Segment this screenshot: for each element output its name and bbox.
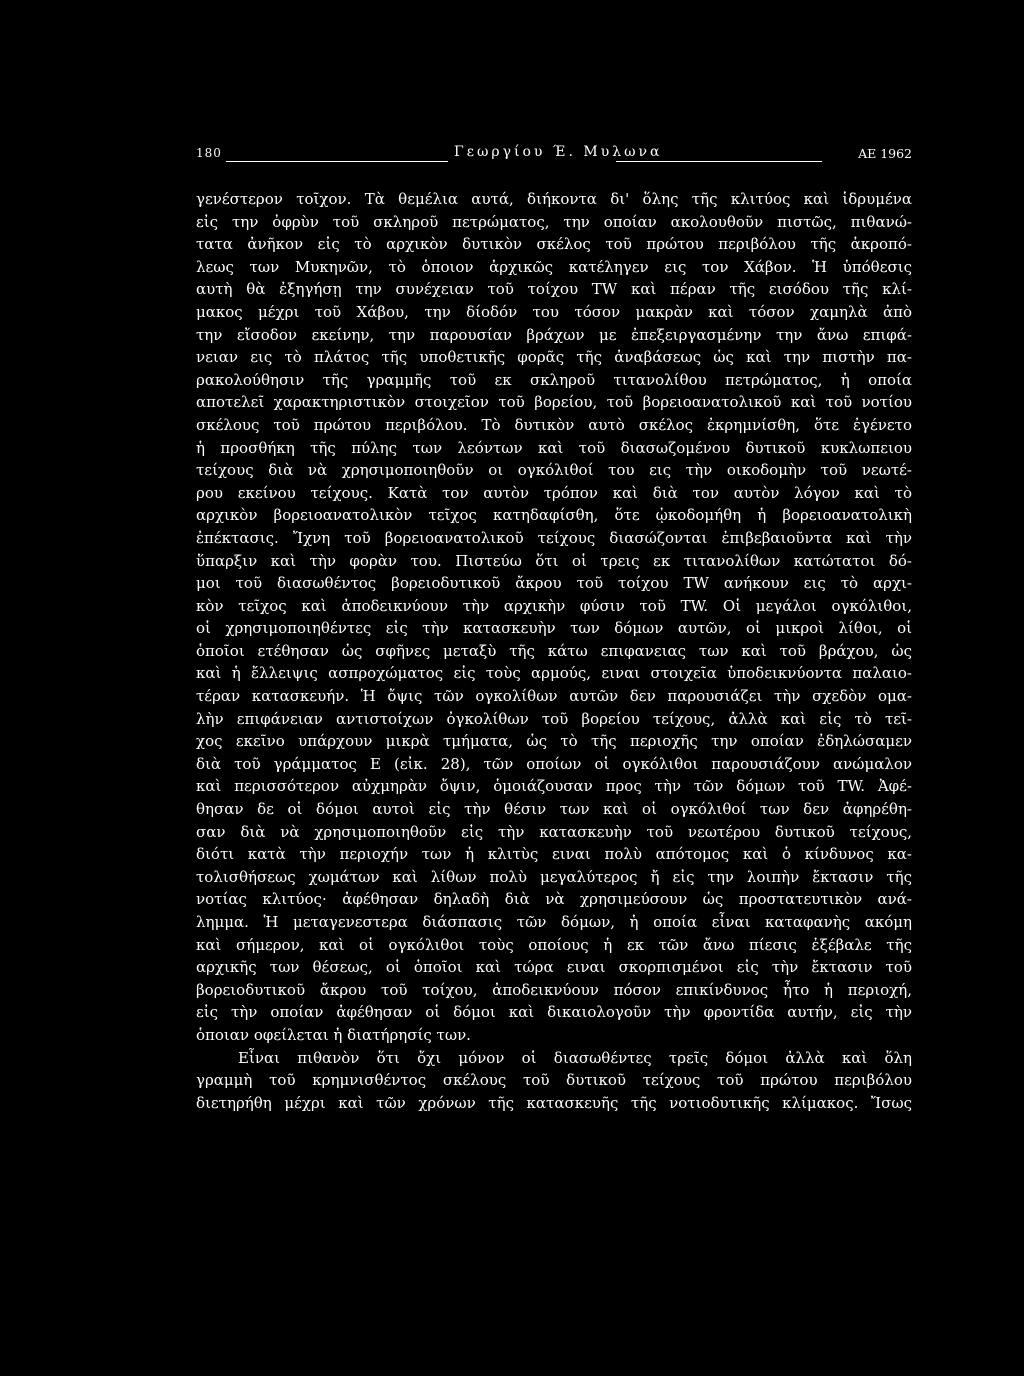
text-line: διότι κατὰ τὴν περιοχήν των ἡ κλιτὺς ειναι πολὺ απότομος καὶ ὁ κίνδυνος κα- [196,845,912,864]
text-line: τατα ἀνῆκον εἰς τὸ αρχικὸν δυτικὸν σκέλος τοῦ πρώτου περιβόλου τῆς ἀκροπό- [196,235,912,254]
text-line: αυτὴ θὰ ἐξηγήσῃ την συνέχειαν τοῦ τοίχου TW καὶ πέραν τῆς εισόδου τῆς κλί- [196,280,912,299]
text-line: ὕπαρξιν καὶ τὴν φορὰν του. Πιστεύω ὅτι οἱ τρεις εκ τιτανολίθων κατώτατοι δό- [196,551,912,570]
text-line: λὴν επιφάνειαν αντιστοίχων ὀγκολίθων τοῦ βορείου τείχους, ἀλλὰ καὶ εἰς τὸ τεῖ- [196,709,912,728]
body-text [196,188,912,1114]
text-line: οἱ χρησιμοποιηθέντες εἰς τὴν κατασκευὴν των δόμων αυτῶν, οἱ μικροὶ λίθοι, οἱ [196,619,912,638]
text-line: νειαν εις τὸ πλάτος τῆς υποθετικῆς φορᾶς τῆς ἀναβάσεως ὡς καὶ την πιστὴν πα- [196,348,912,367]
header-rule-right [616,161,822,162]
text-line: τείχους διὰ νὰ χρησιμοποιηθοῦν οι ογκόλιθοί του εις τὴν οικοδομὴν τοῦ νεωτέ- [196,461,912,480]
text-line: χος εκεῖνο υπάρχουν μικρὰ τμήματα, ὡς τὸ τῆς περιοχῆς την οποίαν ἐδηλώσαμεν [196,732,912,751]
text-line: καὶ περισσότερον αὐχμηρὰν ὄψιν, ὁμοιάζουσαν προς τὴν τῶν δόμων τοῦ TW. Ἀφέ- [196,777,912,796]
text-line: εἰς την ὀφρὺν τοῦ σκληροῦ πετρώματος, την οποίαν ακολουθοῦν πιστῶς, πιθανώ- [196,212,912,231]
text-line: τολισθήσεως χωμάτων καὶ λίθων πολὺ μεγαλύτερος ἤ εἰς την λοιπὴν ἔκτασιν τῆς [196,867,912,886]
text-line: ἐπέκτασις. Ἴχνη τοῦ βορειοανατολικοῦ τείχους διασώζονται ἐπιβεβαιοῦντα καὶ τὴν [196,528,912,547]
text-line: σκέλους τοῦ πρώτου περιβόλου. Τὸ δυτικὸν αυτὸ σκέλος ἐκρημνίσθη, ὅτε ἐγένετο [196,415,912,434]
text-line: καὶ σήμερον, καὶ οἱ ογκόλιθοι τοὺς οποίους ἡ εκ τῶν ἄνω πίεσις ἐξέβαλε τῆς [196,935,912,954]
text-line: διετηρήθη μέχρι καὶ τῶν χρόνων τῆς κατασκευῆς τῆς νοτιοδυτικῆς κλίμακος. Ἴσως [196,1093,912,1112]
text-line: αποτελεῖ χαρακτηριστικὸν στοιχεῖον τοῦ βορείου, τοῦ βορειοανατολικοῦ καὶ τοῦ νοτίου [196,393,912,412]
text-line: τέραν κατασκευήν. Ἡ ὄψις τῶν ογκολίθων αυτῶν δεν παρουσιάζει τὴν σχεδὸν ομα- [196,687,912,706]
text-line: την εἴσοδον εκείνην, την παρουσίαν βράχων με ἐπεξειργασμένην την ἄνω επιφά- [196,325,912,344]
text-line: ἡ προσθήκη τῆς πύλης των λεόντων καὶ τοῦ διασωζομένου δυτικοῦ κυκλωπειου [196,438,912,457]
text-line: βορειοδυτικοῦ ἄκρου τοῦ τοίχου, ἀποδεικνύουν πόσον επικίνδυνος ἦτο ἡ περιοχή, [196,980,912,999]
text-line: ὁποιαν οφείλεται ἡ διατήρησίς των. [196,1025,471,1044]
text-line: εἰς τὴν οποίαν ἀφέθησαν οἱ δόμοι καὶ δικαιολογοῦν τὴν φροντίδα αυτήν, εἰς τὴν [196,1003,912,1022]
text-line: καὶ ἡ ἔλλειψις ασπροχώματος εἰς τοὺς αρμούς, ειναι στοιχεῖα ὑποδεικνύοντα παλαιο- [196,664,912,683]
text-line: γραμμὴ τοῦ κρημνισθέντος σκέλους τοῦ δυτικοῦ τείχους τοῦ πρώτου περιβόλου [196,1071,912,1090]
text-line: γενέστερον τοῖχον. Τὰ θεμέλια αυτά, διήκοντα δι' ὅλης τῆς κλιτύος καὶ ἱδρυμένα [196,190,912,208]
text-line: θησαν δε οἱ δόμοι αυτοὶ εἰς τὴν θέσιν των καὶ οἱ ογκόλιθοί των δεν ἀφηρέθη- [196,800,912,819]
text-line: αρχικὸν βορειοανατολικὸν τεῖχος κατηδαφίσθη, ὅτε ᾠκοδομήθη ἡ βορειοανατολικὴ [196,506,912,525]
text-line: ρακολούθησιν τῆς γραμμῆς τοῦ εκ σκληροῦ τιτανολίθου πετρώματος, ἡ οποία [196,370,912,389]
text-line: κὸν τεῖχος καὶ ἀποδεικνύουν τὴν αρχικὴν φύσιν τοῦ TW. Οἱ μεγάλοι ογκόλιθοι, [196,596,912,615]
text-line: μακος μέχρι τοῦ Χάβου, την δίοδόν του τόσον μακρὰν καὶ τόσον χαμηλὰ ἀπὸ [196,302,912,321]
running-header [196,146,912,170]
text-line: σαν διὰ νὰ χρησιμοποιηθοῦν εἰς τὴν κατασκευὴν τοῦ νεωτέρου δυτικοῦ τείχους, [196,822,912,841]
page-number: 180 [196,146,222,160]
text-line: Εἶναι πιθανὸν ὅτι ὄχι μόνον οἱ διασωθέντες τρεῖς δόμοι ἀλλὰ καὶ ὅλη [238,1048,912,1067]
text-line: διὰ τοῦ γράμματος Ε (εἰκ. 28), τῶν οποίων οἱ ογκόλιθοι παρουσιάζουν ανώμαλον [196,754,912,773]
journal-reference: ΑΕ 1962 [858,146,912,161]
header-rule-left [226,161,448,162]
text-line: ὁποῖοι ετέθησαν ὡς σφῆνες μεταξὺ τῆς κάτω επιφανειας των καὶ τοῦ βράχου, ὡς [196,641,912,660]
text-line: αρχικῆς των θέσεως, οἱ ὁποῖοι καὶ τώρα ειναι σκορπισμένοι εἰς τὴν ἔκτασιν τοῦ [196,958,912,977]
text-line: νοτίας κλιτύος· ἀφέθησαν δηλαδὴ διὰ νὰ χρησιμεύσουν ὡς προστατευτικὸν ανά- [196,890,912,909]
running-title: Γεωργίου Έ. Μυλωνα [454,144,663,160]
text-line: μοι τοῦ διασωθέντος βορειοδυτικοῦ ἄκρου τοῦ τοίχου TW ανήκουν εις τὸ αρχι- [196,574,912,593]
text-line: λεως των Μυκηνῶν, τὸ ὁποιον ἀρχικῶς κατέληγεν εις τον Χάβον. Ἡ ὑπόθεσις [196,257,912,276]
text-line: ρου εκείνου τείχους. Κατὰ τον αυτὸν τρόπον καὶ διὰ τον αυτὸν λόγον καὶ τὸ [196,483,912,502]
text-line: λημμα. Ἡ μεταγενεστερα διάσπασις τῶν δόμων, ἡ οποία εἶναι καταφανὴς ακόμη [196,913,912,931]
